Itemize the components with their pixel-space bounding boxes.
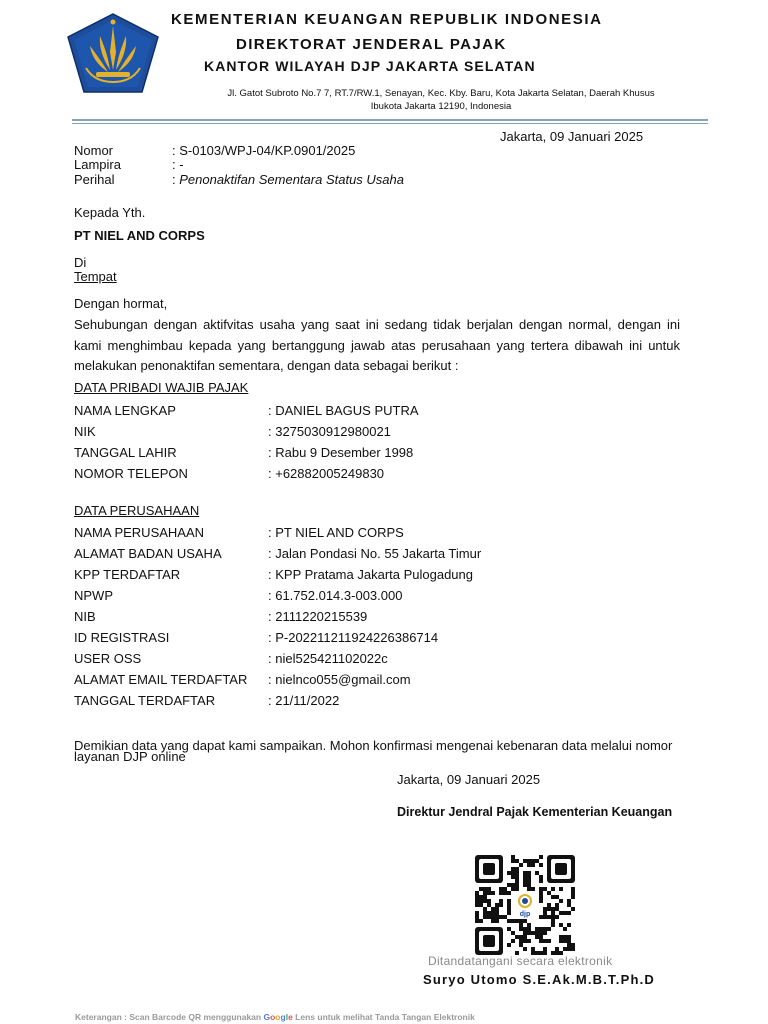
recipient-name: PT NIEL AND CORPS xyxy=(74,228,205,243)
directorate-title: DIREKTORAT JENDERAL PAJAK xyxy=(236,36,507,53)
company-label: TANGGAL TERDAFTAR xyxy=(74,693,216,708)
meta-label-nomor: Nomor xyxy=(74,143,114,158)
company-label: USER OSS xyxy=(74,651,142,666)
footnote: Keterangan : Scan Barcode QR menggunakan Google Lens untuk melihat Tanda Tangan Elektronik xyxy=(75,1012,475,1022)
to-label: Kepada Yth. xyxy=(74,205,146,220)
company-value: : 2111220215539 xyxy=(268,609,368,624)
letter-date: Jakarta, 09 Januari 2025 xyxy=(500,129,644,144)
ministry-title: KEMENTERIAN KEUANGAN REPUBLIK INDONESIA xyxy=(171,11,603,28)
office-address: Jl. Gatot Subroto No.7 7, RT.7/RW.1, Senayan, Kec. Kby. Baru, Kota Jakarta Selatan, Daerah Khusus Ibukota Jakarta 12190, Indonesia xyxy=(227,88,655,112)
body-paragraph: Sehubungan dengan aktifvitas usaha yang saat ini sedang tidak berjalan dengan normal, dengan ini kami menghimbau kepada yang bertanggung jawab atas perusahaan yang tertera dibawah ini untuk melakukan penonaktifan sementara, dengan data sebagai berikut : xyxy=(74,317,680,373)
greeting: Dengan hormat, xyxy=(74,296,168,311)
company-value: : 61.752.014.3-003.000 xyxy=(268,588,403,603)
company-value: : niel525421102022c xyxy=(268,651,388,666)
qr-djp-badge: djp xyxy=(519,911,531,919)
company-section-title: DATA PERUSAHAAN xyxy=(74,503,200,518)
company-label: ID REGISTRASI xyxy=(74,630,170,645)
signer-name: Suryo Utomo S.E.Ak.M.B.T.Ph.D xyxy=(423,972,655,987)
personal-label: NOMOR TELEPON xyxy=(74,466,188,481)
meta-value-perihal: : Penonaktifan Sementara Status Usaha xyxy=(172,172,404,187)
meta-label-perihal: Perihal xyxy=(74,172,115,187)
office-title: KANTOR WILAYAH DJP JAKARTA SELATAN xyxy=(204,58,536,74)
personal-value: : 3275030912980021 xyxy=(268,424,391,439)
closing-line: Demikian data yang dapat kami sampaikan. Mohon konfirmasi mengenai kebenaran data melalui nomor xyxy=(74,738,673,753)
company-value: : Jalan Pondasi No. 55 Jakarta Timur xyxy=(268,546,482,561)
company-label: NAMA PERUSAHAAN xyxy=(74,525,205,540)
personal-value: : DANIEL BAGUS PUTRA xyxy=(268,403,419,418)
personal-label: TANGGAL LAHIR xyxy=(74,445,177,460)
company-value: : PT NIEL AND CORPS xyxy=(268,525,404,540)
company-label: NPWP xyxy=(74,588,113,603)
company-label: ALAMAT EMAIL TERDAFTAR xyxy=(74,672,248,687)
kemenkeu-logo xyxy=(66,12,160,96)
di-label: Di xyxy=(74,255,87,270)
company-value: : KPP Pratama Jakarta Pulogadung xyxy=(268,567,473,582)
personal-section-title: DATA PRIBADI WAJIB PAJAK xyxy=(74,380,249,395)
company-value: : 21/11/2022 xyxy=(268,693,340,708)
closing-line: layanan DJP online xyxy=(74,749,186,764)
header-rule-thin xyxy=(72,123,708,124)
meta-label-lampiran: Lampira xyxy=(74,157,121,172)
company-value: : nielnco055@gmail.com xyxy=(268,672,411,687)
company-label: KPP TERDAFTAR xyxy=(74,567,181,582)
qr-code[interactable] xyxy=(474,855,576,955)
signature-title: Direktur Jendral Pajak Kementerian Keuangan xyxy=(397,805,673,819)
company-label: NIB xyxy=(74,609,96,624)
company-value: : P-202211211924226386714 xyxy=(268,630,439,645)
esign-note: Ditandatangani secara elektronik xyxy=(428,954,613,968)
signature-date: Jakarta, 09 Januari 2025 xyxy=(397,772,541,787)
meta-value-lampiran: : - xyxy=(172,157,184,172)
tempat-label: Tempat xyxy=(74,269,117,284)
personal-label: NIK xyxy=(74,424,96,439)
personal-value: : +62882005249830 xyxy=(268,466,385,481)
personal-label: NAMA LENGKAP xyxy=(74,403,176,418)
header-rule xyxy=(72,119,708,121)
company-label: ALAMAT BADAN USAHA xyxy=(74,546,222,561)
meta-value-nomor: : S-0103/WPJ-04/KP.0901/2025 xyxy=(172,143,356,158)
personal-value: : Rabu 9 Desember 1998 xyxy=(268,445,414,460)
